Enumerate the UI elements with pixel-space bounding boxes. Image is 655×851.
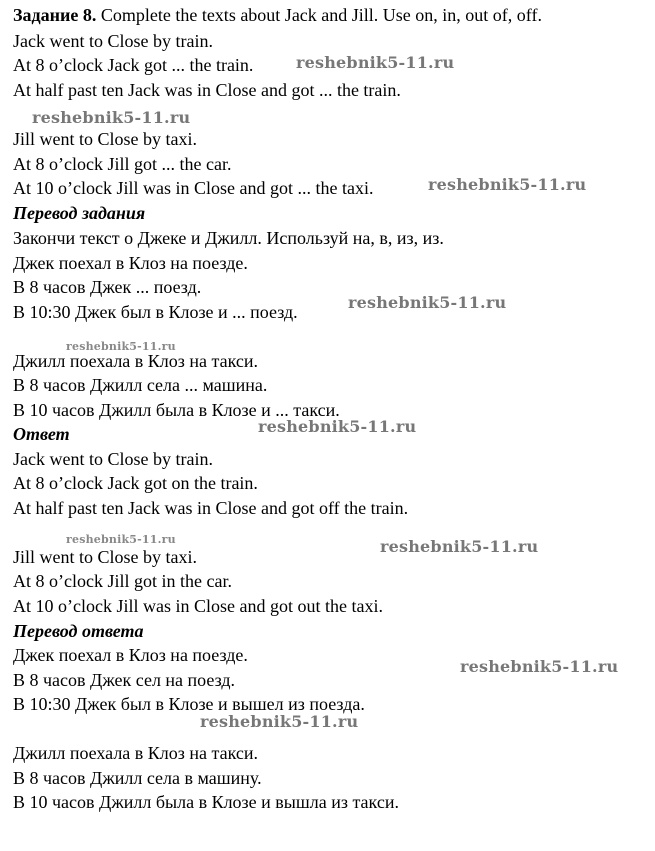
answer-line: At 10 o’clock Jill was in Close and got out the taxi. bbox=[13, 596, 383, 616]
task-translation-line: Джек поехал в Клоз на поезде. bbox=[13, 253, 248, 273]
task-translation-line: Закончи текст о Джеке и Джилл. Используй на, в, из, из. bbox=[13, 228, 444, 248]
task-translation-line: В 8 часов Джек ... поезд. bbox=[13, 277, 202, 297]
watermark: reshebnik5-11.ru bbox=[380, 537, 539, 556]
task-line: At 8 o’clock Jack got ... the train. bbox=[13, 55, 254, 75]
answer-heading: Ответ bbox=[13, 424, 70, 444]
answer-line: At 8 o’clock Jack got on the train. bbox=[13, 473, 258, 493]
task-line: Jill went to Close by taxi. bbox=[13, 129, 197, 149]
task-instruction: Complete the texts about Jack and Jill. Use on, in, out of, off. bbox=[100, 5, 542, 25]
answer-translation-heading: Перевод ответа bbox=[13, 621, 144, 641]
watermark: reshebnik5-11.ru bbox=[66, 533, 176, 546]
watermark: reshebnik5-11.ru bbox=[460, 657, 619, 676]
answer-translation-line: Джилл поехала в Клоз на такси. bbox=[13, 743, 259, 763]
watermark: reshebnik5-11.ru bbox=[258, 417, 417, 436]
watermark: reshebnik5-11.ru bbox=[428, 175, 587, 194]
task-line: Jack went to Close by train. bbox=[13, 31, 213, 51]
answer-translation-line: В 10 часов Джилл была в Клозе и вышла из такси. bbox=[13, 792, 399, 812]
watermark: reshebnik5-11.ru bbox=[296, 53, 455, 72]
answer-line: At 8 o’clock Jill got in the car. bbox=[13, 571, 232, 591]
answer-translation-line: В 8 часов Джек сел на поезд. bbox=[13, 670, 236, 690]
task-translation-line: Джилл поехала в Клоз на такси. bbox=[13, 351, 259, 371]
task-number: Задание 8. bbox=[13, 5, 97, 25]
task-line: At 10 o’clock Jill was in Close and got ... the taxi. bbox=[13, 178, 374, 198]
task-title bbox=[13, 4, 542, 26]
task-translation-line: В 10:30 Джек был в Клозе и ... поезд. bbox=[13, 302, 298, 322]
answer-line: Jack went to Close by train. bbox=[13, 449, 213, 469]
task-translation-heading: Перевод задания bbox=[13, 203, 146, 223]
answer-translation-line: В 10:30 Джек был в Клозе и вышел из поезда. bbox=[13, 694, 365, 714]
task-translation-line: В 10 часов Джилл была в Клозе и ... такси. bbox=[13, 400, 340, 420]
watermark: reshebnik5-11.ru bbox=[200, 712, 359, 731]
answer-translation-line: Джек поехал в Клоз на поезде. bbox=[13, 645, 248, 665]
watermark: reshebnik5-11.ru bbox=[32, 108, 191, 127]
watermark: reshebnik5-11.ru bbox=[66, 340, 176, 353]
task-line: At 8 o’clock Jill got ... the car. bbox=[13, 154, 232, 174]
task-line: At half past ten Jack was in Close and got ... the train. bbox=[13, 80, 401, 100]
answer-line: Jill went to Close by taxi. bbox=[13, 547, 197, 567]
task-translation-line: В 8 часов Джилл села ... машина. bbox=[13, 375, 268, 395]
watermark: reshebnik5-11.ru bbox=[348, 293, 507, 312]
answer-translation-line: В 8 часов Джилл села в машину. bbox=[13, 768, 262, 788]
answer-line: At half past ten Jack was in Close and got off the train. bbox=[13, 498, 409, 518]
